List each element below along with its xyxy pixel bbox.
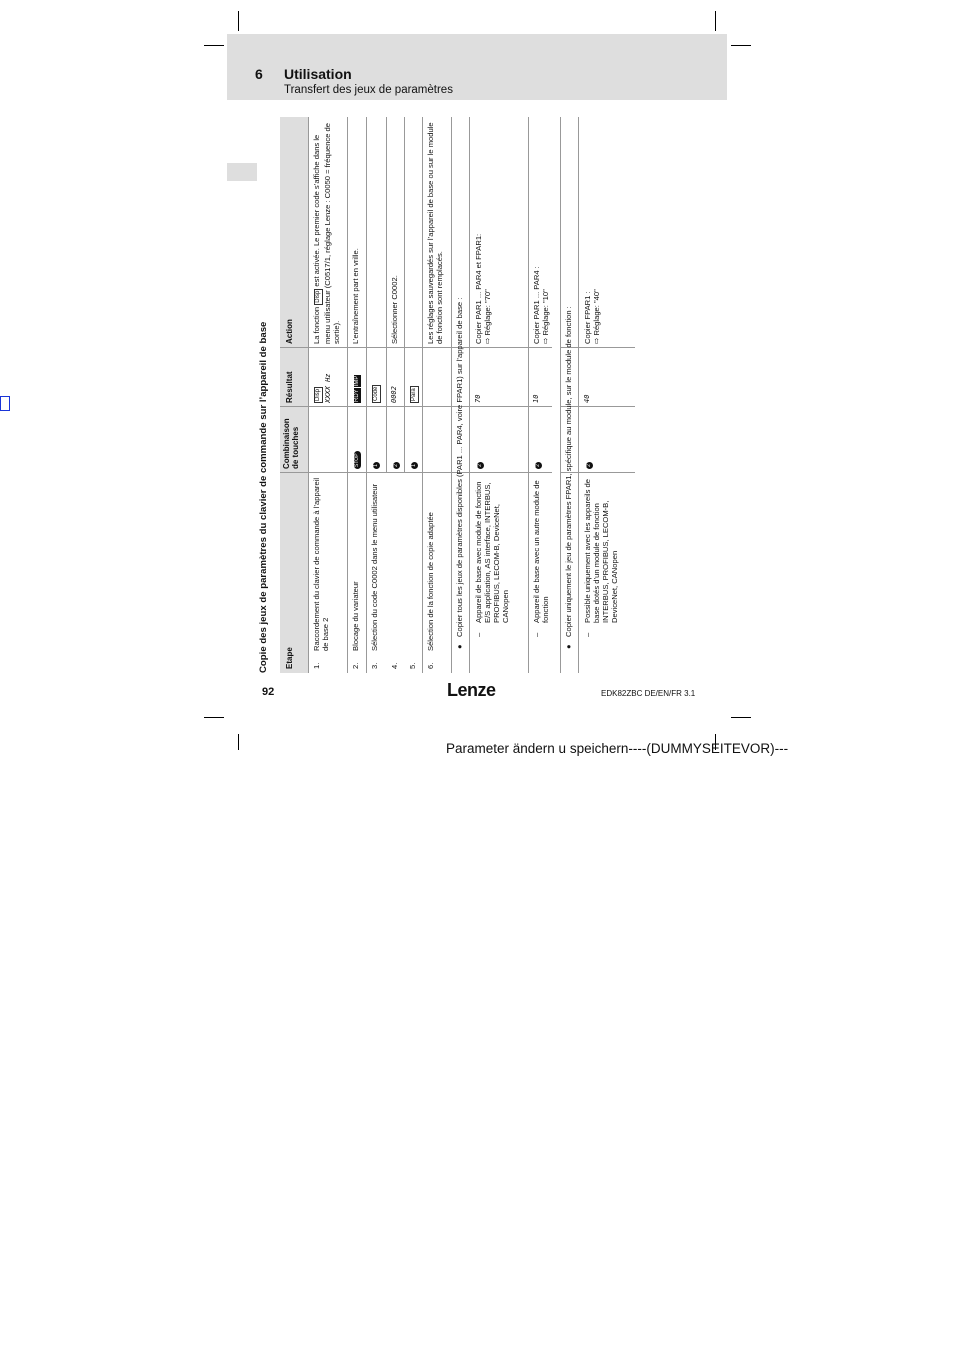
lenze-logo: Lenze xyxy=(447,680,496,700)
crop-mark xyxy=(731,717,751,718)
result-value: 10 xyxy=(532,394,540,403)
display-code-disp: Disp xyxy=(315,290,321,303)
display-code: Code xyxy=(373,386,379,401)
action-line: Copier PAR1 ... PAR4 et FPAR1: xyxy=(474,233,483,344)
result-value: XXXX Hz xyxy=(324,373,332,403)
key-cell xyxy=(351,411,365,469)
column-separator xyxy=(280,406,552,407)
action-text: L’entraînement part en vrille. xyxy=(351,248,360,344)
col-header-step: Etape xyxy=(285,647,294,669)
display-rdy: RDY xyxy=(354,389,360,402)
crop-mark xyxy=(238,734,239,750)
chapter-subtitle: Transfert des jeux de paramètres xyxy=(284,84,453,96)
chapter-number: 6 xyxy=(255,66,263,82)
result-cell xyxy=(351,348,365,403)
result-value: 0002 xyxy=(390,386,398,403)
step-text: Possible uniquement avec les appareils de base dotés d’un module de fonction INTERBUS, PROFIBUS, LECOM-B, DeviceNet, CANopen xyxy=(583,479,619,623)
document-code: EDK82ZBC DE/EN/FR 3.1 xyxy=(601,689,696,698)
action-text xyxy=(583,119,609,344)
row-separator xyxy=(386,117,387,473)
key-cell xyxy=(532,411,546,469)
row-separator xyxy=(560,117,561,673)
step-number: 5. xyxy=(408,662,417,669)
key-cell xyxy=(408,411,422,469)
rotated-table-block xyxy=(255,117,635,673)
row-separator xyxy=(422,117,423,673)
key-button-icon: 2 xyxy=(477,462,484,469)
row-separator xyxy=(308,117,309,673)
col-header-action: Action xyxy=(285,319,294,344)
bullet-icon: ● xyxy=(564,644,573,649)
side-tab xyxy=(227,163,257,181)
crop-mark xyxy=(204,45,224,46)
step-text: Sélection du code C0002 dans le menu utilisateur xyxy=(370,483,379,651)
footer-dummy-line: Parameter ändern u speichern----(DUMMYSEITEVOR)--- xyxy=(446,741,789,756)
action-setting: ⇨ Réglage: "70" xyxy=(483,289,492,344)
key-button-icon: 1 xyxy=(411,462,418,469)
step-text: Blocage du variateur xyxy=(351,581,360,651)
result-cell xyxy=(312,348,346,403)
col-header-result: Résultat xyxy=(285,371,294,403)
step-number: 2. xyxy=(351,662,360,669)
action-text xyxy=(474,119,502,344)
result-value: 70 xyxy=(474,394,482,403)
table-caption: Copie des jeux de paramètres du clavier de commande sur l’appareil de base xyxy=(258,321,269,673)
key-cell xyxy=(390,411,404,469)
crop-mark xyxy=(715,11,716,31)
display-code-disp: Disp xyxy=(315,388,321,401)
margin-marker xyxy=(0,396,10,411)
action-text xyxy=(532,119,558,344)
step-text: Raccordement du clavier de commande à l’appareil de base 2 xyxy=(312,477,330,651)
action-text: Les réglages sauvegardés sur l’appareil de base ou sur le module de fonction sont remplacés. xyxy=(426,122,444,344)
key-button-icon: 2 xyxy=(586,462,593,469)
result-cell xyxy=(408,348,422,403)
key-cell xyxy=(583,411,597,469)
action-text-pre: La fonction xyxy=(312,306,321,344)
action-line: Copier FPAR1 : xyxy=(583,291,592,344)
page-number: 92 xyxy=(262,686,275,698)
action-text xyxy=(312,119,346,344)
step-number: 1. xyxy=(312,662,321,669)
dash: – xyxy=(532,632,541,637)
row-separator xyxy=(404,117,405,473)
row-separator xyxy=(451,117,452,673)
step-text: Appareil de base avec module de fonction E/S application, AS interface, INTERBUS, PROFIBUS, LECOM-B, DeviceNet, CANopen xyxy=(474,481,510,623)
step-number: 3. xyxy=(370,662,379,669)
step-text: Sélection de la fonction de copie adaptée xyxy=(426,512,435,651)
result-cell xyxy=(370,348,384,403)
bullet-icon: ● xyxy=(455,644,464,649)
action-setting: ⇨ Réglage: "10" xyxy=(541,289,550,344)
stop-key-icon: STOP xyxy=(354,453,360,467)
row-separator xyxy=(366,117,367,673)
dash: – xyxy=(474,632,483,637)
row-separator xyxy=(578,117,579,673)
action-setting: ⇨ Réglage: "40" xyxy=(592,289,601,344)
action-line: Copier PAR1 ... PAR4 : xyxy=(532,266,541,344)
section-heading: Copier uniquement le jeu de paramètres FPAR1, spécifique au module, sur le module de fonction : xyxy=(564,306,573,637)
step-number: 4. xyxy=(390,662,399,669)
step-text: Appareil de base avec un autre module de fonction xyxy=(532,480,550,623)
row-separator xyxy=(347,117,348,673)
display-imp: IMP xyxy=(354,375,360,387)
chapter-title: Utilisation xyxy=(284,66,352,82)
key-button-icon: 1 xyxy=(373,462,380,469)
display-para: Para xyxy=(411,388,417,401)
crop-mark xyxy=(204,717,224,718)
section-heading: Copier tous les jeux de paramètres disponibles (PAR1 ... PAR4, voire FPAR1) sur l’appareil de base : xyxy=(455,297,464,637)
row-separator xyxy=(528,117,529,673)
step-number: 6. xyxy=(426,662,435,669)
crop-mark xyxy=(238,11,239,31)
key-cell xyxy=(370,411,384,469)
crop-mark xyxy=(731,45,751,46)
action-text: Sélectionner C0002. xyxy=(390,275,399,344)
result-value: 40 xyxy=(583,394,591,403)
action-text-post: est activée. Le premier code s’affiche dans le menu utilisateur (C0517/1, réglage Lenze : C0050 = fréquence de sortie). xyxy=(312,123,341,344)
key-button-icon: 2 xyxy=(535,462,542,469)
parameter-copy-table xyxy=(255,117,635,673)
key-button-icon: 2 xyxy=(393,462,400,469)
column-separator xyxy=(280,472,552,473)
dash: – xyxy=(583,632,592,637)
col-header-keys: Combinaison de touches xyxy=(282,418,300,469)
row-separator xyxy=(469,117,470,673)
key-cell xyxy=(474,411,488,469)
